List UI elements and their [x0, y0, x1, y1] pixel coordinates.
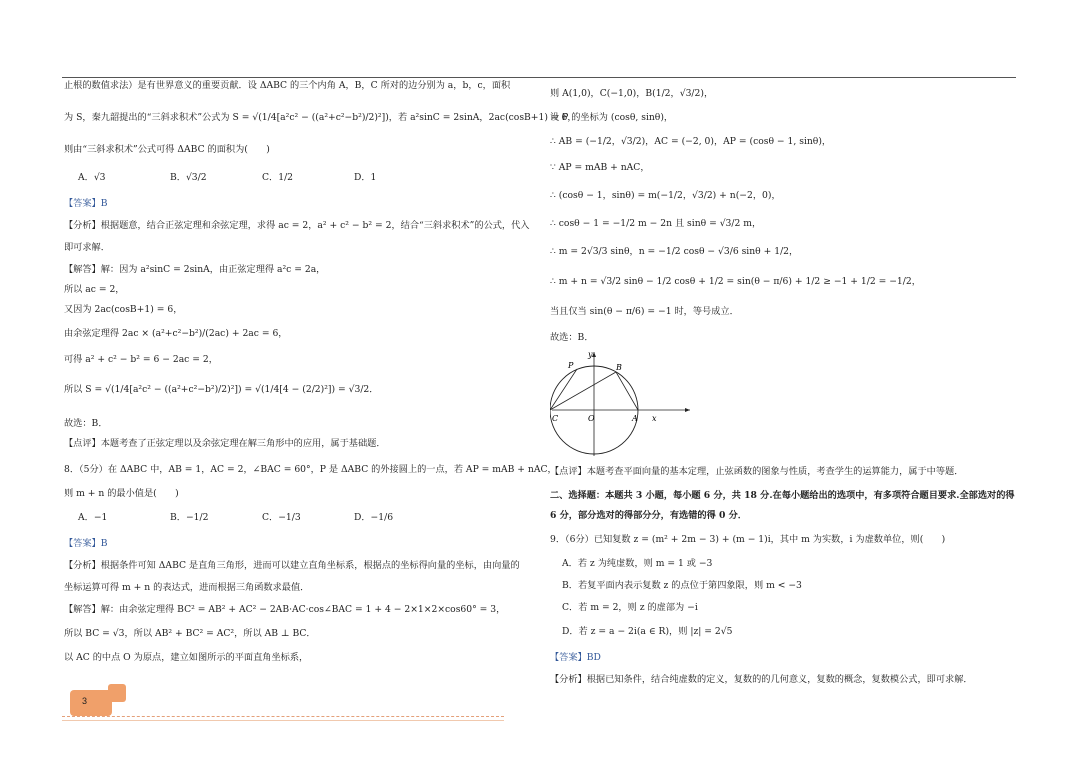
text-line: ∴ m + n = √3/2 sinθ − 1/2 cosθ + 1/2 = sin(θ − π/6) + 1/2 ≥ −1 + 1/2 = −1/2，	[550, 276, 921, 287]
label-o: O	[588, 414, 595, 423]
label-b: B	[616, 363, 622, 372]
label-y: y	[588, 350, 593, 359]
option-b: B．若复平面内表示复数 z 的点位于第四象限，则 m < −3	[562, 580, 802, 591]
answer-line: 【答案】B	[64, 538, 108, 549]
text-line: 当且仅当 sin(θ − π/6) = −1 时，等号成立．	[550, 306, 739, 317]
label-a: A	[632, 414, 638, 423]
answer-line: 【答案】BD	[550, 652, 601, 663]
text-line: 为 S，秦九韶提出的“三斜求积术”公式为 S = √(1/4[a²c² − ((a²+c²−b²)/2)²])，若 a²sinC = 2sinA，2ac(cosB+1) = 6，	[64, 112, 577, 123]
text-line: 则 A(1,0)，C(−1,0)，B(1/2，√3/2)，	[550, 88, 714, 99]
text-line: 故选：B．	[64, 418, 108, 429]
footer-rule	[62, 720, 504, 721]
solution-line: 【解答】解：由余弦定理得 BC² = AB² + AC² − 2AB·AC·cos∠BAC = 1 + 4 − 2×1×2×cos60° = 3，	[64, 604, 506, 615]
text-line: 则 m + n 的最小值是( )	[64, 488, 179, 499]
option-c: C．−1/3	[262, 512, 301, 523]
answer-line: 【答案】B	[64, 198, 108, 209]
option-d: D．若 z = a − 2i(a ∈ R)，则 |z| = 2√5	[562, 626, 733, 637]
x-axis-arrow	[685, 408, 690, 412]
analysis-line: 【分析】根据题意，结合正弦定理和余弦定理，求得 ac = 2，a² + c² − b² = 2，结合“三斜求积术”的公式，代入	[64, 220, 530, 231]
text-line: ∵ AP = mAB + nAC，	[550, 162, 650, 173]
option-d: D．1	[354, 172, 377, 183]
page-number-badge-accent	[108, 684, 126, 702]
question-8: 8．（5分）在 ΔABC 中，AB = 1，AC = 2，∠BAC = 60°，P 是 ΔABC 的外接圆上的一点，若 AP = mAB + nAC，	[64, 464, 557, 475]
option-b: B．−1/2	[170, 512, 209, 523]
analysis-line: 【分析】根据已知条件，结合纯虚数的定义，复数的的几何意义，复数的概念，复数模公式，即可求解．	[550, 674, 973, 685]
option-c: C．1/2	[262, 172, 294, 183]
y-axis-arrow	[592, 352, 596, 357]
unit-circle-figure	[550, 348, 700, 458]
page-number: 3	[82, 696, 88, 706]
text-line: 止根的数值求法）是有世界意义的重要贡献．设 ΔABC 的三个内角 A，B，C 所对的边分别为 a，b，c，面积	[64, 80, 511, 91]
section-heading: 二、选择题：本题共 3 小题，每小题 6 分，共 18 分.在每小题给出的选项中，有多项符合题目要求.全部选对的得	[550, 490, 1015, 501]
solution-line: 【解答】解：因为 a²sinC = 2sinA，由正弦定理得 a²c = 2a，	[64, 264, 326, 275]
text-line: 又因为 2ac(cosB+1) = 6，	[64, 304, 183, 315]
section-heading-cont: 6 分，部分选对的得部分分，有选错的得 0 分．	[550, 510, 747, 521]
text-line: ∴ (cosθ − 1，sinθ) = m(−1/2，√3/2) + n(−2，0)，	[550, 190, 781, 201]
segment-cp	[550, 369, 577, 410]
text-line: ∴ cosθ − 1 = −1/2 m − 2n 且 sinθ = √3/2 m，	[550, 218, 762, 229]
page-number-badge	[70, 690, 112, 716]
text-line: 设 P 的坐标为 (cosθ, sinθ)，	[550, 112, 674, 123]
option-a: A．−1	[78, 512, 108, 523]
option-b: B．√3/2	[170, 172, 207, 183]
text-line: 即可求解．	[64, 242, 110, 253]
header-rule	[62, 77, 1016, 78]
text-line: 由余弦定理得 2ac × (a²+c²−b²)/(2ac) + 2ac = 6，	[64, 328, 288, 339]
label-p: P	[568, 361, 574, 370]
label-c: C	[552, 414, 559, 423]
comment-line: 【点评】本题考查了正弦定理以及余弦定理在解三角形中的应用，属于基础题．	[64, 438, 386, 449]
segment-ba	[616, 372, 638, 410]
option-c: C．若 m = 2，则 z 的虚部为 −i	[562, 602, 698, 613]
segment-cb	[550, 372, 616, 410]
text-line: 所以 BC = √3，所以 AB² + BC² = AC²，所以 AB ⊥ BC．	[64, 628, 316, 639]
question-9: 9．（6分）已知复数 z = (m² + 2m − 3) + (m − 1)i，其中 m 为实数，i 为虚数单位，则( )	[550, 534, 946, 545]
text-line: ∴ AB = (−1/2，√3/2)，AC = (−2, 0)，AP = (cosθ − 1, sinθ)，	[550, 136, 832, 147]
option-a: A．√3	[78, 172, 106, 183]
text-line: 以 AC 的中点 O 为原点，建立如图所示的平面直角坐标系，	[64, 652, 309, 663]
text-line: 坐标运算可得 m + n 的表达式，进而根据三角函数求最值．	[64, 582, 310, 593]
text-line: ∴ m = 2√3/3 sinθ，n = −1/2 cosθ − √3/6 sinθ + 1/2，	[550, 246, 799, 257]
text-line: 则由“三斜求积术”公式可得 ΔABC 的面积为( )	[64, 144, 270, 155]
footer-dashed-rule	[62, 716, 504, 717]
text-line: 故选：B．	[550, 332, 594, 343]
option-a: A．若 z 为纯虚数，则 m = 1 或 −3	[562, 558, 713, 569]
text-line: 所以 ac = 2，	[64, 284, 125, 295]
analysis-line: 【分析】根据条件可知 ΔABC 是直角三角形，进而可以建立直角坐标系，根据点的坐标得向量的坐标，由向量的	[64, 560, 520, 571]
text-line: 所以 S = √(1/4[a²c² − ((a²+c²−b²)/2)²]) = √(1/4[4 − (2/2)²]) = √3/2．	[64, 384, 379, 395]
text-line: 可得 a² + c² − b² = 6 − 2ac = 2，	[64, 354, 218, 365]
comment-line: 【点评】本题考查平面向量的基本定理，止弦函数的图象与性质，考查学生的运算能力，属于中等题．	[550, 466, 964, 477]
option-d: D．−1/6	[354, 512, 394, 523]
label-x: x	[652, 414, 657, 423]
